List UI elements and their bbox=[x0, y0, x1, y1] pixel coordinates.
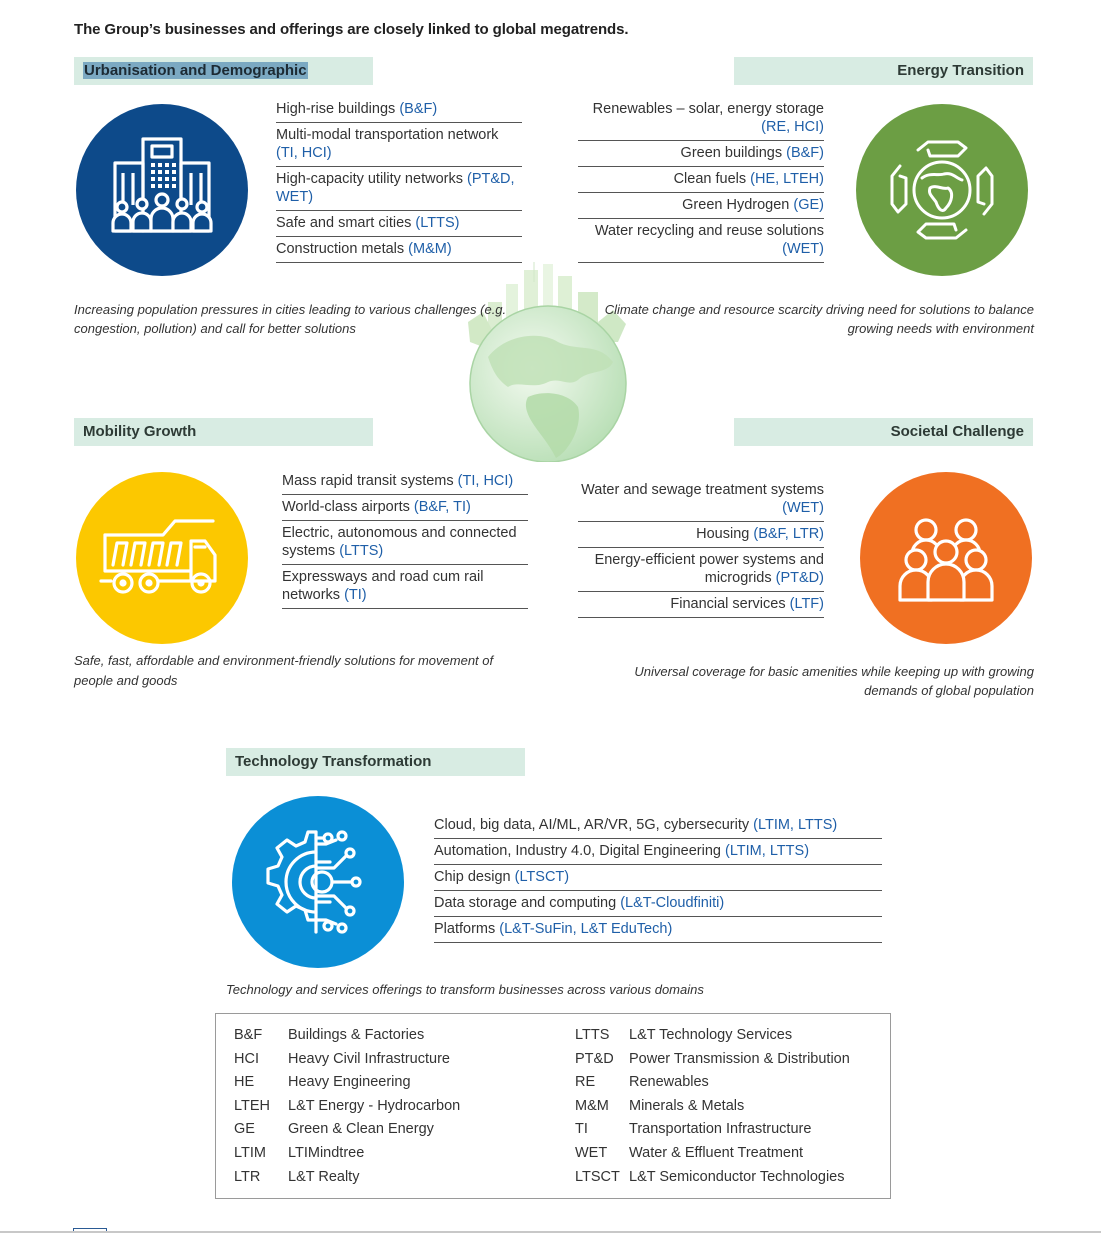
city-buildings-people-icon bbox=[76, 104, 248, 276]
technology-description: Technology and services offerings to transform businesses across various domains bbox=[226, 982, 704, 997]
legend-row: LTIM LTIMindtree bbox=[234, 1144, 365, 1161]
section-header-mobility bbox=[74, 418, 373, 446]
section-title: Technology Transformation bbox=[235, 753, 432, 770]
legend-row: TI Transportation Infrastructure bbox=[575, 1121, 812, 1138]
list-item: Mass rapid transit systems (TI, HCI) bbox=[282, 469, 528, 495]
legend-row: HCI Heavy Civil Infrastructure bbox=[234, 1050, 450, 1067]
section-header-societal bbox=[734, 418, 1033, 446]
legend-row: HE Heavy Engineering bbox=[234, 1074, 411, 1091]
globe-recycle-hands-icon bbox=[856, 104, 1028, 276]
societal-description: Universal coverage for basic amenities while keeping up with growing demands of global population bbox=[634, 664, 1034, 698]
list-item: High-rise buildings (B&F) bbox=[276, 97, 522, 123]
legend-row: RE Renewables bbox=[575, 1074, 709, 1091]
section-title: Urbanisation and Demographic bbox=[84, 62, 307, 79]
societal-offerings-list bbox=[578, 478, 824, 618]
legend-row: LTEH L&T Energy - Hydrocarbon bbox=[234, 1097, 461, 1114]
list-item: Chip design (LTSCT) bbox=[434, 865, 882, 891]
legend-row: PT&D Power Transmission & Distribution bbox=[575, 1050, 850, 1067]
list-item: Financial services (LTF) bbox=[578, 592, 824, 618]
gear-circuit-icon bbox=[232, 796, 404, 968]
abbreviations-legend bbox=[215, 1013, 891, 1199]
list-item: High-capacity utility networks (PT&D, WET) bbox=[276, 167, 522, 211]
list-item: Construction metals (M&M) bbox=[276, 237, 522, 263]
page-bottom-divider bbox=[0, 1231, 1101, 1233]
list-item: World-class airports (B&F, TI) bbox=[282, 495, 528, 521]
urbanisation-offerings-list bbox=[276, 97, 522, 263]
legend-column-left bbox=[234, 1024, 460, 1189]
energy-description: Climate change and resource scarcity driving need for solutions to balance growing needs with environment bbox=[604, 302, 1034, 336]
list-item: Cloud, big data, AI/ML, AR/VR, 5G, cybersecurity (LTIM, LTTS) bbox=[434, 813, 882, 839]
people-group-icon bbox=[860, 472, 1032, 644]
legend-row: M&M Minerals & Metals bbox=[575, 1097, 745, 1114]
technology-offerings-list bbox=[434, 813, 882, 943]
list-item: Green buildings (B&F) bbox=[578, 141, 824, 167]
legend-row: LTSCT L&T Semiconductor Technologies bbox=[575, 1168, 845, 1185]
energy-offerings-list bbox=[578, 97, 824, 263]
list-item: Expressways and road cum rail networks (TI) bbox=[282, 565, 528, 609]
list-item: Renewables – solar, energy storage (RE, HCI) bbox=[578, 97, 824, 141]
legend-column-right bbox=[575, 1024, 850, 1189]
legend-row: WET Water & Effluent Treatment bbox=[575, 1144, 804, 1161]
green-earth-city-icon bbox=[448, 262, 648, 462]
section-title: Societal Challenge bbox=[890, 423, 1024, 440]
legend-row: GE Green & Clean Energy bbox=[234, 1121, 434, 1138]
legend-row: LTTS L&T Technology Services bbox=[575, 1027, 793, 1043]
dump-truck-icon bbox=[76, 472, 248, 644]
list-item: Water and sewage treatment systems (WET) bbox=[578, 478, 824, 522]
section-header-urbanisation bbox=[74, 57, 373, 85]
section-title: Energy Transition bbox=[897, 62, 1024, 79]
list-item: Safe and smart cities (LTTS) bbox=[276, 211, 522, 237]
list-item: Data storage and computing (L&T-Cloudfiniti) bbox=[434, 891, 882, 917]
mobility-description: Safe, fast, affordable and environment-friendly solutions for movement of people and goods bbox=[74, 653, 494, 688]
list-item: Water recycling and reuse solutions (WET) bbox=[578, 219, 824, 263]
mobility-offerings-list bbox=[282, 469, 528, 609]
list-item: Automation, Industry 4.0, Digital Engineering (LTIM, LTTS) bbox=[434, 839, 882, 865]
legend-row: LTR L&T Realty bbox=[234, 1168, 360, 1185]
list-item: Energy-efficient power systems and microgrids (PT&D) bbox=[578, 548, 824, 592]
list-item: Electric, autonomous and connected systems (LTTS) bbox=[282, 521, 528, 565]
section-header-technology bbox=[226, 748, 525, 776]
urbanisation-description: Increasing population pressures in cities leading to various challenges (e.g. congestion, pollution) and call for better solutions bbox=[74, 302, 507, 336]
list-item: Multi-modal transportation network (TI, HCI) bbox=[276, 123, 522, 167]
list-item: Clean fuels (HE, LTEH) bbox=[578, 167, 824, 193]
list-item: Green Hydrogen (GE) bbox=[578, 193, 824, 219]
list-item: Platforms (L&T-SuFin, L&T EduTech) bbox=[434, 917, 882, 943]
list-item: Housing (B&F, LTR) bbox=[578, 522, 824, 548]
section-header-energy bbox=[734, 57, 1033, 85]
section-title: Mobility Growth bbox=[83, 423, 197, 440]
legend-row: B&F Buildings & Factories bbox=[234, 1027, 425, 1043]
intro-heading: The Group’s businesses and offerings are closely linked to global megatrends. bbox=[74, 21, 629, 38]
